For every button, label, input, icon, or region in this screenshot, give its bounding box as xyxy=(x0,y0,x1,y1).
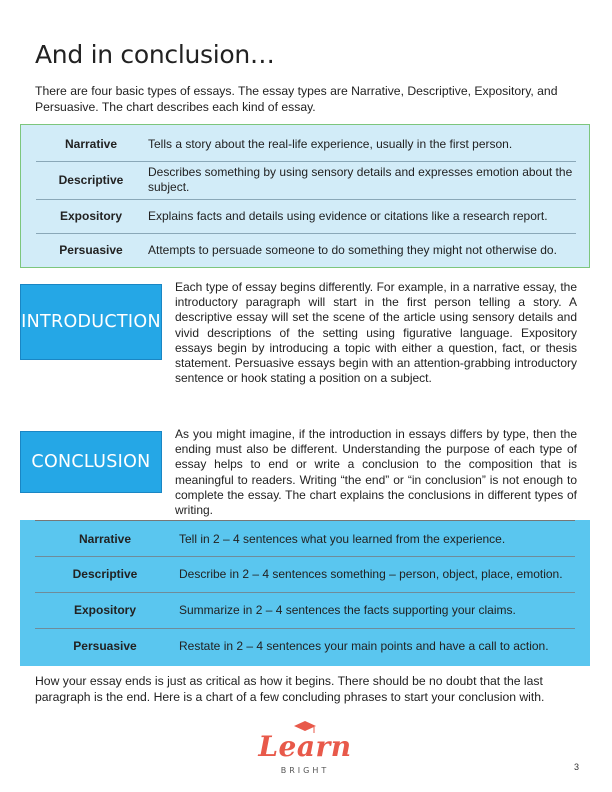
learn-bright-logo xyxy=(250,722,360,780)
table-row xyxy=(35,592,575,629)
table-row xyxy=(35,556,575,593)
type-description: Explains facts and details using evidence or citations like a research report. xyxy=(148,208,548,223)
essay-types-table xyxy=(20,124,590,268)
closing-paragraph: How your essay ends is just as critical as how it begins. There should be no doubt that the last paragraph is the end. Here is a chart of a few concluding phrases to start your conclusion with. xyxy=(35,674,545,704)
table-row xyxy=(36,127,576,162)
table-top-rule xyxy=(35,520,575,521)
type-label: Persuasive xyxy=(59,243,123,257)
conclusion-paragraph: As you might imagine, if the introduction in essays differs by type, then the ending must also be different. Understanding the purpose of each type of essay helps to end or write a conclusion to the composition that is meaningful to readers. Writing “the end” or “in conclusion” is not enough to complete the essay. The chart explains the conclusions in different types of writing. xyxy=(175,427,577,518)
conclusions-table xyxy=(20,520,590,666)
intro-paragraph: There are four basic types of essays. The essay types are Narrative, Descriptive, Expository, and Persuasive. The chart describes each kind of essay. xyxy=(35,84,558,114)
conclusion-description: Summarize in 2 – 4 sentences the facts supporting your claims. xyxy=(179,603,516,617)
page-number: 3 xyxy=(574,762,580,772)
type-label: Descriptive xyxy=(72,567,138,581)
type-description: Describes something by using sensory details and expresses emotion about the subject. xyxy=(148,165,573,194)
page-title: And in conclusion… xyxy=(35,40,275,69)
conclusion-description: Tell in 2 – 4 sentences what you learned from the experience. xyxy=(179,532,506,546)
table-row xyxy=(36,233,576,267)
table-row xyxy=(36,161,576,200)
logo-subword: BRIGHT xyxy=(280,766,330,775)
type-label: Persuasive xyxy=(73,639,137,653)
type-label: Expository xyxy=(73,603,136,617)
table-row xyxy=(36,199,576,234)
introduction-heading: INTRODUCTION xyxy=(20,284,162,360)
conclusion-description: Restate in 2 – 4 sentences your main points and have a call to action. xyxy=(179,639,549,653)
type-label: Narrative xyxy=(64,137,118,151)
table-row xyxy=(35,522,575,557)
type-label: Expository xyxy=(59,209,122,223)
logo-word: Learn xyxy=(258,730,352,763)
type-description: Attempts to persuade someone to do something they might not otherwise do. xyxy=(148,242,557,257)
type-description: Tells a story about the real-life experience, usually in the first person. xyxy=(148,136,513,151)
introduction-paragraph: Each type of essay begins differently. For example, in a narrative essay, the introductory paragraph will start in the first person telling a story. A descriptive essay will set the scene of the article using sensory details and vivid descriptions of the setting using figurative language. Expository essays begin by introducing a topic with either a question, fact, or thesis statement. Persuasive essays begin with an attention-grabbing introductory sentence or hook stating a position on a subject. xyxy=(175,280,577,386)
conclusion-heading: CONCLUSION xyxy=(20,431,162,493)
type-label: Descriptive xyxy=(58,173,124,187)
conclusion-description: Describe in 2 – 4 sentences something – person, object, place, emotion. xyxy=(179,567,563,581)
table-row xyxy=(35,628,575,664)
type-label: Narrative xyxy=(78,532,132,546)
